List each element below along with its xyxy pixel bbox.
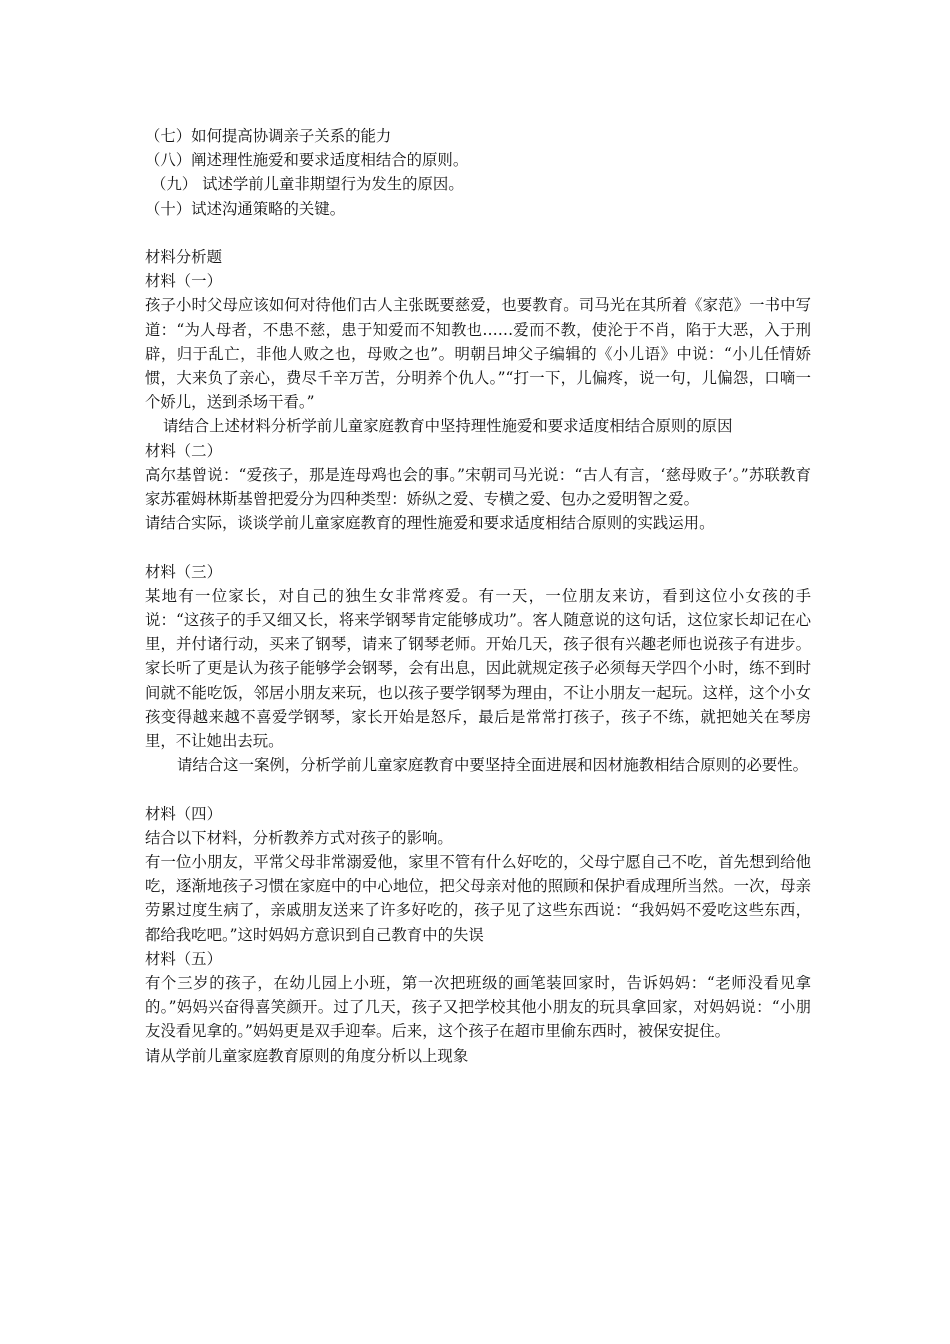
material-3-body: 某地有一位家长，对自己的独生女非常疼爱。有一天，一位朋友来访，看到这位小女孩的手说：“这孩子的手又细又长，将来学钢琴肯定能够成功”。客人随意说的这句话，这位家长却记在心里，并付诸行动，买来了钢琴，请来了钢琴老师。开始几天，孩子很有兴趣老师也说孩子有进步。家长听了更是认为孩子能够学会钢琴，会有出息，因此就规定孩子必须每天学四个小时，练不到时间就不能吃饭，邻居小朋友来玩，也以孩子要学钢琴为理由，不让小朋友一起玩。这样，这个小女孩变得越来越不喜爱学钢琴，家长开始是怒斥，最后是常常打孩子，孩子不练，就把她关在琴房里，不让她出去玩。	[145, 586, 811, 751]
material-5-question: 请从学前儿童家庭教育原则的角度分析以上现象	[145, 1046, 469, 1065]
material-2-heading: 材料（二）	[145, 441, 222, 460]
material-4-body: 有一位小朋友，平常父母非常溺爱他，家里不管有什么好吃的，父母宁愿自己不吃，首先想到给他吃，逐渐地孩子习惯在家庭中的中心地位，把父母亲对他的照顾和保护看成理所当然。一次，母亲劳累过度生病了，亲戚朋友送来了许多好吃的，孩子见了这些东西说：“我妈妈不爱吃这些东西，都给我吃吧。”这时妈妈方意识到自己教育中的失误	[145, 853, 811, 944]
question-8: （八）阐述理性施爱和要求适度相结合的原则。	[145, 151, 469, 170]
material-3-question: 请结合这一案例，分析学前儿童家庭教育中要坚持全面进展和因材施教相结合原则的必要性。	[177, 756, 809, 775]
material-3-heading: 材料（三）	[145, 562, 222, 581]
spacer	[145, 777, 811, 801]
material-1-heading: 材料（一）	[145, 272, 222, 291]
material-1-body: 孩子小时父母应该如何对待他们古人主张既要慈爱，也要教育。司马光在其所着《家范》一书中写道：“为人母者，不患不慈，患于知爱而不知教也……爱而不教，使沦于不肖，陷于大恶，入于刑辟，归于乱亡，非他人败之也，母败之也”。明朝吕坤父子编辑的《小儿语》中说：“小儿任情娇惯，大来负了亲心，费尽千辛万苦，分明养个仇人。”“打一下，儿偏疼，说一句，儿偏怨，口嘀一个娇儿，送到杀场干看。”	[145, 296, 811, 412]
question-7: （七）如何提高协调亲子关系的能力	[145, 127, 392, 145]
document-page	[145, 124, 811, 1068]
spacer	[145, 535, 811, 559]
material-2-question: 请结合实际，谈谈学前儿童家庭教育的理性施爱和要求适度相结合原则的实践运用。	[145, 514, 715, 533]
question-9: （九） 试述学前儿童非期望行为发生的原因。	[151, 175, 464, 194]
section-title: 材料分析题	[145, 248, 222, 266]
material-2-body: 高尔基曾说：“爱孩子，那是连母鸡也会的事。”宋朝司马光说：“古人有言，‘慈母败子’。”苏联教育家苏霍姆林斯基曾把爱分为四种类型：娇纵之爱、专横之爱、包办之爱明智之爱。	[145, 465, 811, 509]
question-10: （十）试述沟通策略的关键。	[145, 199, 346, 218]
spacer	[145, 221, 811, 245]
material-5-body: 有个三岁的孩子，在幼儿园上小班，第一次把班级的画笔装回家时，告诉妈妈：“老师没看见拿的。”妈妈兴奋得喜笑颜开。过了几天，孩子又把学校其他小朋友的玩具拿回家，对妈妈说：“小朋友没看见拿的。”妈妈更是双手迎奉。后来，这个孩子在超市里偷东西时，被保安捉住。	[145, 974, 811, 1041]
material-4-question: 结合以下材料，分析教养方式对孩子的影响。	[145, 828, 453, 847]
material-4-heading: 材料（四）	[145, 804, 222, 823]
material-1-question: 请结合上述材料分析学前儿童家庭教育中坚持理性施爱和要求适度相结合原则的原因	[163, 417, 733, 436]
material-5-heading: 材料（五）	[145, 949, 222, 968]
